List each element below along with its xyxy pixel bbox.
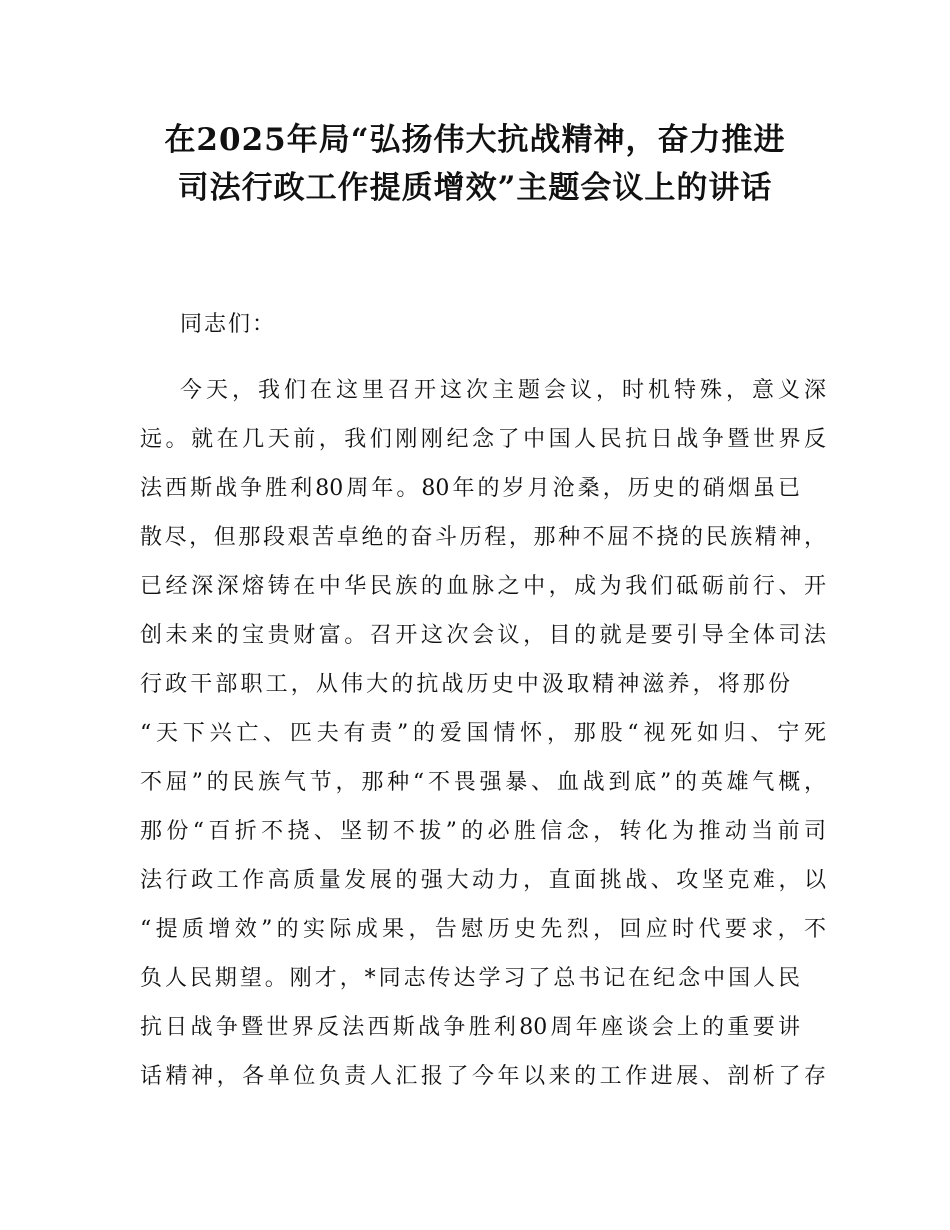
paragraph-line: 法西斯战争胜利80周年。80年的岁月沧桑，历史的硝烟虽已 [140, 476, 800, 501]
title-line: 在2025年局“弘扬伟大抗战精神，奋力推进 [164, 122, 786, 158]
paragraph-line: 那份“百折不挠、坚韧不拔”的必胜信念，转化为推动当前司 [140, 819, 826, 844]
paragraph-line: 法行政工作高质量发展的强大动力，直面挑战、攻坚克难，以 [140, 868, 826, 893]
paragraph-line: 创未来的宝贵财富。召开这次会议，目的就是要引导全体司法 [140, 623, 826, 648]
paragraph-line: 负人民期望。刚才，*同志传达学习了总书记在纪念中国人民 [140, 966, 800, 991]
title-line: 司法行政工作提质增效”主题会议上的讲话 [177, 170, 773, 206]
paragraph-line: 抗日战争暨世界反法西斯战争胜利80周年座谈会上的重要讲 [140, 1015, 800, 1040]
paragraph-line: 不屈”的民族气节，那种“不畏强暴、血战到底”的英雄气概， [140, 770, 826, 795]
salutation: 同志们： [180, 312, 277, 337]
paragraph-line: 远。就在几天前，我们刚刚纪念了中国人民抗日战争暨世界反 [140, 427, 826, 452]
paragraph-line: 行政干部职工，从伟大的抗战历史中汲取精神滋养，将那份 [140, 672, 790, 697]
paragraph-line: 已经深深熔铸在中华民族的血脉之中，成为我们砥砺前行、开 [140, 574, 826, 599]
paragraph-line: “天下兴亡、匹夫有责”的爱国情怀，那股“视死如归、宁死 [140, 721, 826, 746]
paragraph-line: 话精神，各单位负责人汇报了今年以来的工作进展、剖析了存 [140, 1064, 826, 1089]
paragraph-line: 散尽，但那段艰苦卓绝的奋斗历程，那种不屈不挠的民族精神， [140, 525, 826, 550]
paragraph-line: 今天，我们在这里召开这次主题会议，时机特殊，意义深 [180, 378, 826, 403]
paragraph-line: “提质增效”的实际成果，告慰历史先烈，回应时代要求，不 [140, 917, 826, 942]
